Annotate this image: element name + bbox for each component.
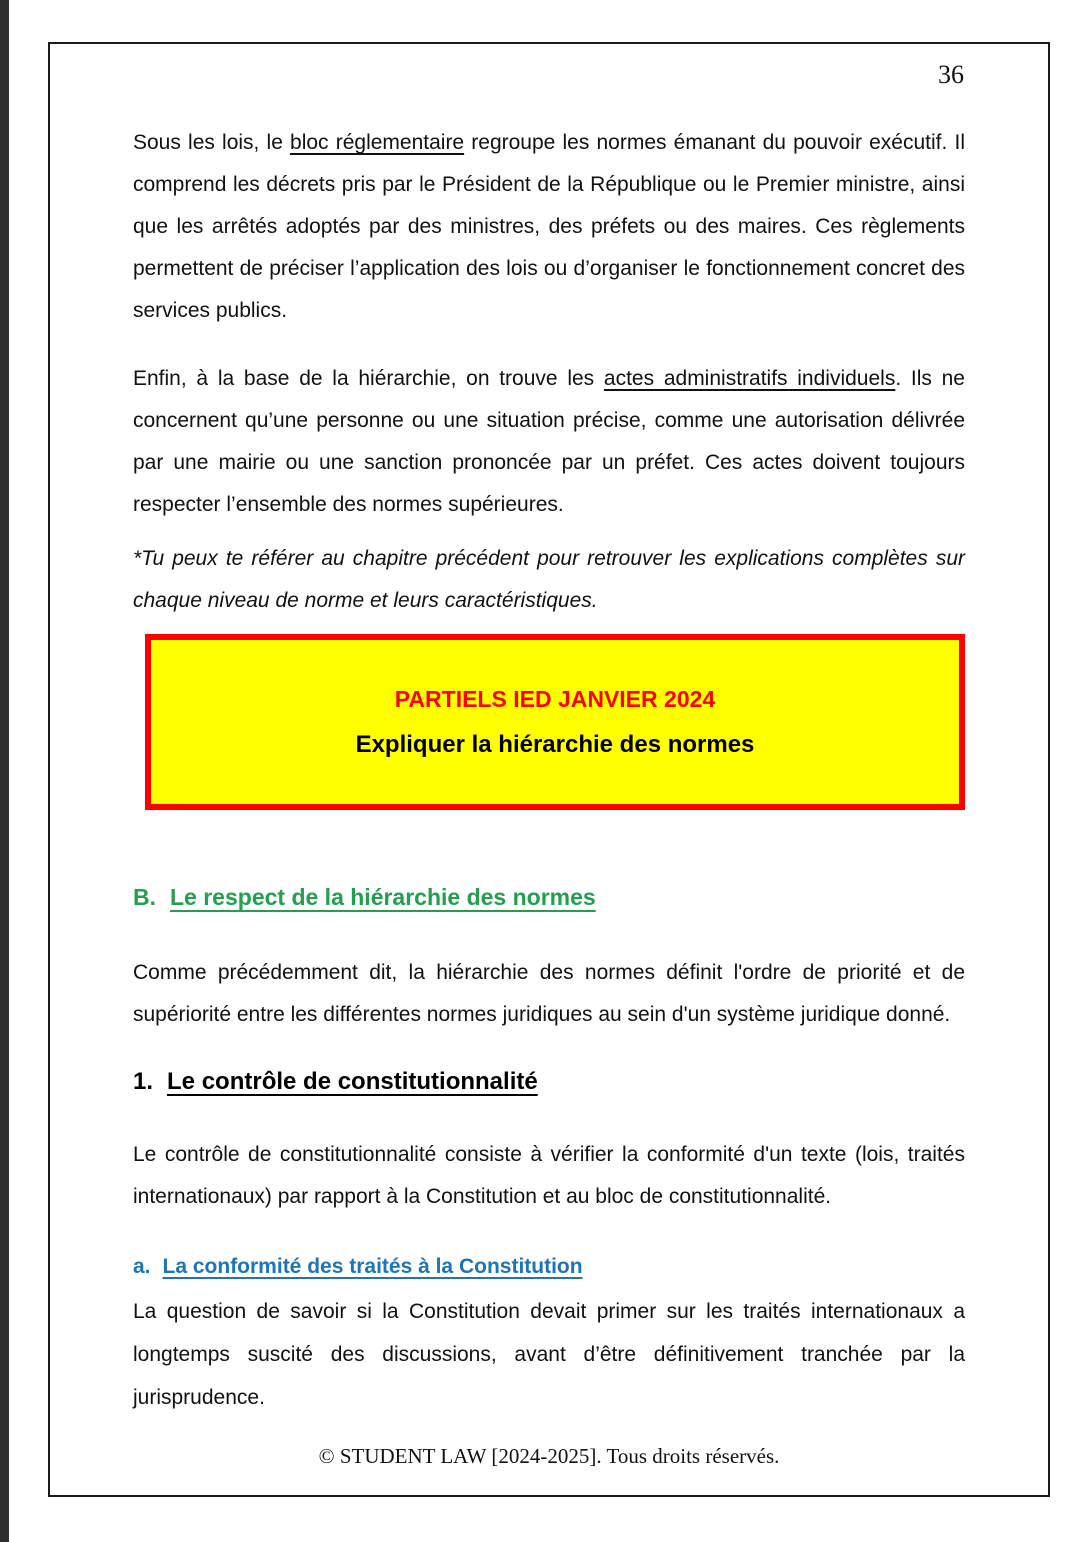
subsubsection-marker: a. [133,1255,151,1278]
paragraph-controle-constitutionnalite: Le contrôle de constitutionnalité consiste à vérifier la conformité d'un texte (lois, traités internationaux) par rapport à la Constitution et au bloc de constitutionnalité. [133,1143,965,1208]
section-label: Le respect de la hiérarchie des normes [170,884,596,910]
page-border-frame [48,42,1050,1497]
exam-callout-box [145,634,965,810]
page-left-spine [0,0,9,1542]
subsubsection-heading-a [133,1252,965,1282]
exam-callout-subject: Expliquer la hiérarchie des normes [355,730,755,758]
italic-reference-note: *Tu peux te référer au chapitre précédent pour retrouver les explications complètes sur chaque niveau de norme et leurs caractéristiques. [133,547,965,612]
paragraph-text: . Ils ne concernent qu’une personne ou une situation précise, comme une autorisation délivrée par une mairie ou une sanction prononcée par un préfet. Ces actes doivent toujours respecter l’ensemble des normes supérieures. [133,367,965,516]
paragraph-conformite-traites: La question de savoir si la Constitution devait primer sur les traités internationaux a longtemps suscité des discussions, avant d’être définitivement tranchée par la jurisprudence. [133,1300,965,1409]
paragraph-text: regroupe les normes émanant du pouvoir exécutif. Il comprend les décrets pris par le Président de la République ou le Premier ministre, ainsi que les arrêtés adoptés par des ministres, des préfets ou des maires. Ces règlements permettent de préciser l’application des lois ou d’organiser le fonctionnement concret des services publics. [133,131,965,322]
copyright-footer: © STUDENT LAW [2024-2025]. Tous droits réservés. [318,1444,780,1468]
section-heading-b [133,880,965,914]
subsection-label: Le contrôle de constitutionnalité [167,1068,538,1095]
page-content [50,44,1048,1419]
paragraph-text: Sous les lois, le [133,131,291,154]
subsubsection-label: La conformité des traités à la Constitution [162,1255,583,1278]
underlined-term-actes-administratifs: actes administratifs individuels [603,367,896,390]
underlined-term-bloc-reglementaire: bloc réglementaire [290,131,465,154]
subsection-marker: 1. [133,1068,154,1095]
paragraph-hierarchie-definition: Comme précédemment dit, la hiérarchie des normes définit l'ordre de priorité et de supériorité entre les différentes normes juridiques au sein d'un système juridique donné. [133,961,965,1026]
page-number: 36 [938,60,964,89]
paragraph-bloc-reglementaire [133,122,965,332]
paragraph-actes-administratifs [133,358,965,526]
subsection-heading-1 [133,1064,965,1100]
section-marker: B. [133,884,156,910]
exam-callout-title: PARTIELS IED JANVIER 2024 [394,685,716,712]
paragraph-text: Enfin, à la base de la hiérarchie, on trouve les [133,367,604,390]
